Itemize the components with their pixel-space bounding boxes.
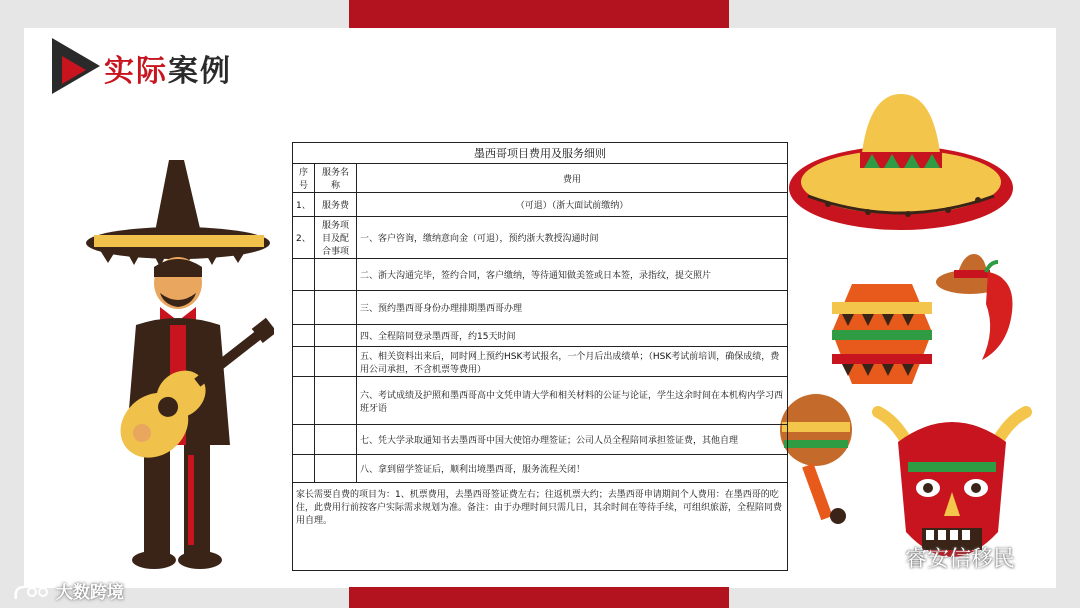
top-red-band — [349, 0, 729, 28]
row-index: 1、 — [293, 193, 315, 217]
table-row — [293, 425, 788, 455]
row-index — [293, 347, 315, 377]
row-index — [293, 425, 315, 455]
brand-logo-icon — [12, 584, 50, 602]
table-row — [293, 259, 788, 291]
mariachi-guitarist-illustration — [84, 155, 274, 575]
watermark-right-text: 睿安信移民 — [905, 547, 1016, 572]
row-service-name — [315, 347, 357, 377]
play-arrow-icon — [52, 38, 102, 94]
header-index: 序号 — [293, 164, 315, 193]
row-fee: 五、相关资料出来后，同时网上预约HSK考试报名，一个月后出成绩单；（HSK考试前培训，确保成绩，费用公司承担，不含机票等费用） — [357, 347, 788, 377]
header-service-name: 服务名称 — [315, 164, 357, 193]
table-row — [293, 217, 788, 259]
row-fee: 三、预约墨西哥身份办理排期墨西哥办理 — [357, 291, 788, 325]
row-index — [293, 377, 315, 425]
table-row — [293, 347, 788, 377]
row-index — [293, 291, 315, 325]
row-service-name — [315, 377, 357, 425]
maracas-illustration — [776, 388, 872, 528]
row-index — [293, 259, 315, 291]
table-row — [293, 455, 788, 483]
row-service-name — [315, 325, 357, 347]
row-index — [293, 455, 315, 483]
table-notes: 家长需要自费的项目为：1、机票费用，去墨西哥签证费左右；往返机票大约；去墨西哥申请期间个人费用：在墨西哥的吃住，此费用行前按客户实际需求规划为准。备注：由于办理时间只需几日，其余时间在等待手续，可组织旅游，全程陪同费用自理。 — [293, 483, 788, 571]
table-caption: 墨西哥项目费用及服务细则 — [293, 143, 788, 164]
table-row — [293, 377, 788, 425]
watermark-right — [862, 542, 1015, 574]
title-text — [104, 46, 232, 90]
row-fee: 二、浙大沟通完毕，签约合同，客户缴纳，等待通知做美签或日本签，录指纹，提交照片 — [357, 259, 788, 291]
row-index — [293, 325, 315, 347]
title-dark-part: 案例 — [168, 54, 232, 89]
row-service-name — [315, 259, 357, 291]
sombrero-illustration — [788, 92, 1014, 240]
table-row — [293, 193, 788, 217]
row-fee: 一、客户咨询，缴纳意向金（可退），预约浙大教授沟通时间 — [357, 217, 788, 259]
watermark-left — [12, 578, 124, 603]
row-fee: 八、拿到留学签证后，顺利出境墨西哥，服务流程关闭！ — [357, 455, 788, 483]
bottom-red-band — [349, 587, 729, 608]
wechat-icon — [862, 546, 898, 574]
row-service-name — [315, 291, 357, 325]
title-red-part: 实际 — [104, 54, 168, 89]
table-row — [293, 325, 788, 347]
fee-table — [292, 142, 788, 571]
row-service-name: 服务费 — [315, 193, 357, 217]
row-index: 2、 — [293, 217, 315, 259]
header-fee: 费用 — [357, 164, 788, 193]
row-fee: 四、全程陪同登录墨西哥，约15天时间 — [357, 325, 788, 347]
table-row — [293, 291, 788, 325]
row-service-name: 服务项目及配合事项 — [315, 217, 357, 259]
row-service-name — [315, 425, 357, 455]
row-fee: 六、考试成绩及护照和墨西哥高中文凭申请大学和相关材料的公证与论证，学生这余时间在本机构内学习西班牙语 — [357, 377, 788, 425]
table-notes-row — [293, 483, 788, 571]
row-fee: （可退）（浙大面试前缴纳） — [357, 193, 788, 217]
row-fee: 七、凭大学录取通知书去墨西哥中国大使馆办理签证；公司人员全程陪同承担签证费，其他自理 — [357, 425, 788, 455]
chili-pepper-illustration — [934, 252, 1024, 362]
poncho-illustration — [832, 282, 932, 386]
watermark-left-text: 大数跨境 — [55, 583, 124, 603]
table-header-row — [293, 164, 788, 193]
row-service-name — [315, 455, 357, 483]
